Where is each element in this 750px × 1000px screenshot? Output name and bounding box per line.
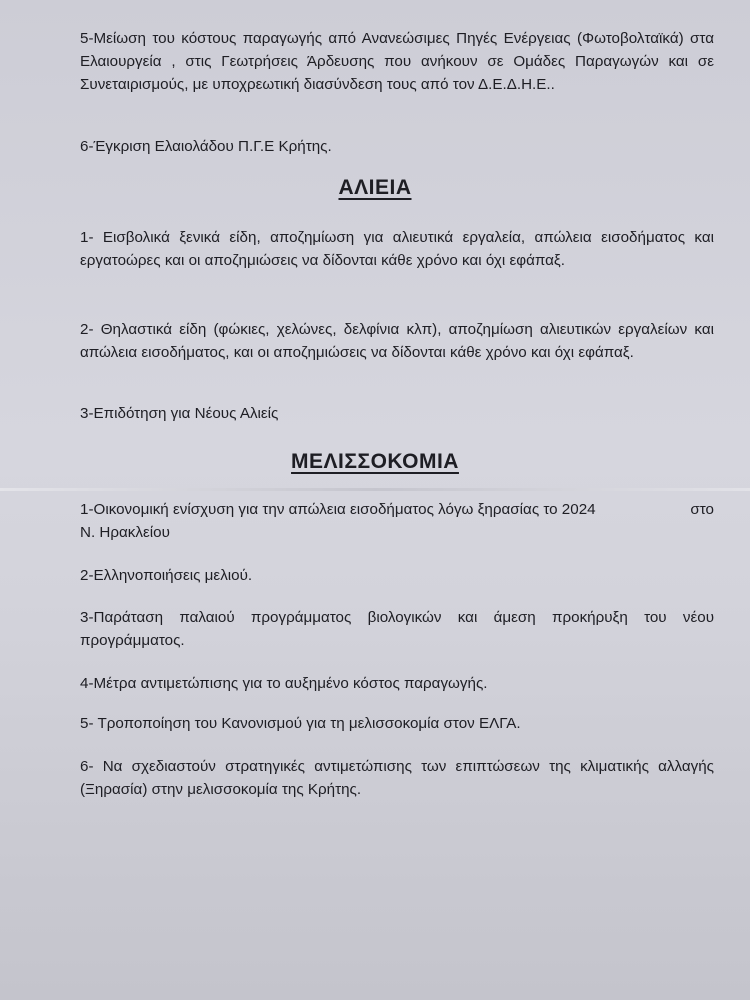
beekeeping-item-2: 2-Ελληνοποιήσεις μελιού. (80, 567, 253, 584)
beekeeping-item-1-end: στο (690, 501, 714, 518)
fishing-heading: ΑΛΙΕΙΑ (338, 176, 412, 199)
beekeeping-item-1 (80, 498, 714, 544)
beekeeping-item-5: 5- Τροποποίηση του Κανονισμού για τη μελισσοκομία στον ΕΛΓΑ. (80, 715, 521, 732)
general-item-6: 6-Έγκριση Ελαιολάδου Π.Γ.Ε Κρήτης. (80, 138, 332, 155)
beekeeping-item-6: 6- Να σχεδιαστούν στρατηγικές αντιμετώπισης των επιπτώσεων της κλιματικής αλλαγής (Ξηρασία) στην μελισσοκομία της Κρήτης. (80, 758, 714, 798)
beekeeping-item-1-text: 1-Οικονομική ενίσχυση για την απώλεια εισοδήματος λόγω ξηρασίας το 2024 (80, 501, 596, 518)
fishing-item-2: 2- Θηλαστικά είδη (φώκιες, χελώνες, δελφίνια κλπ), αποζημίωση αλιευτικών εργαλείων και απώλεια εισοδήματος, και οι αποζημιώσεις να δίδονται κάθε χρόνο και όχι εφάπαξ. (80, 321, 714, 361)
beekeeping-heading: ΜΕΛΙΣΣΟΚΟΜΙΑ (291, 450, 459, 473)
beekeeping-item-3: 3-Παράταση παλαιού προγράμματος βιολογικών και άμεση προκήρυξη του νέου προγράμματος. (80, 609, 714, 649)
beekeeping-item-1-line-2: Ν. Ηρακλείου (80, 524, 170, 541)
fishing-item-3: 3-Επιδότηση για Νέους Αλιείς (80, 405, 279, 422)
beekeeping-item-4: 4-Μέτρα αντιμετώπισης για το αυξημένο κόστος παραγωγής. (80, 675, 488, 692)
fishing-item-1: 1- Εισβολικά ξενικά είδη, αποζημίωση για αλιευτικά εργαλεία, απώλεια εισοδήματος και εργατοώρες και οι αποζημιώσεις να δίδονται κάθε χρόνο και όχι εφάπαξ. (80, 229, 714, 269)
paper-fold-crease (0, 488, 750, 491)
general-item-5: 5-Μείωση του κόστους παραγωγής από Ανανεώσιμες Πηγές Ενέργειας (Φωτοβολταϊκά) στα Ελαιουργεία , στις Γεωτρήσεις Άρδευσης που ανήκουν σε Ομάδες Παραγωγών και σε Συνεταιρισμούς, με υποχρεωτική διασύνδεση τους από τον Δ.Ε.Δ.Η.Ε.. (80, 30, 714, 93)
